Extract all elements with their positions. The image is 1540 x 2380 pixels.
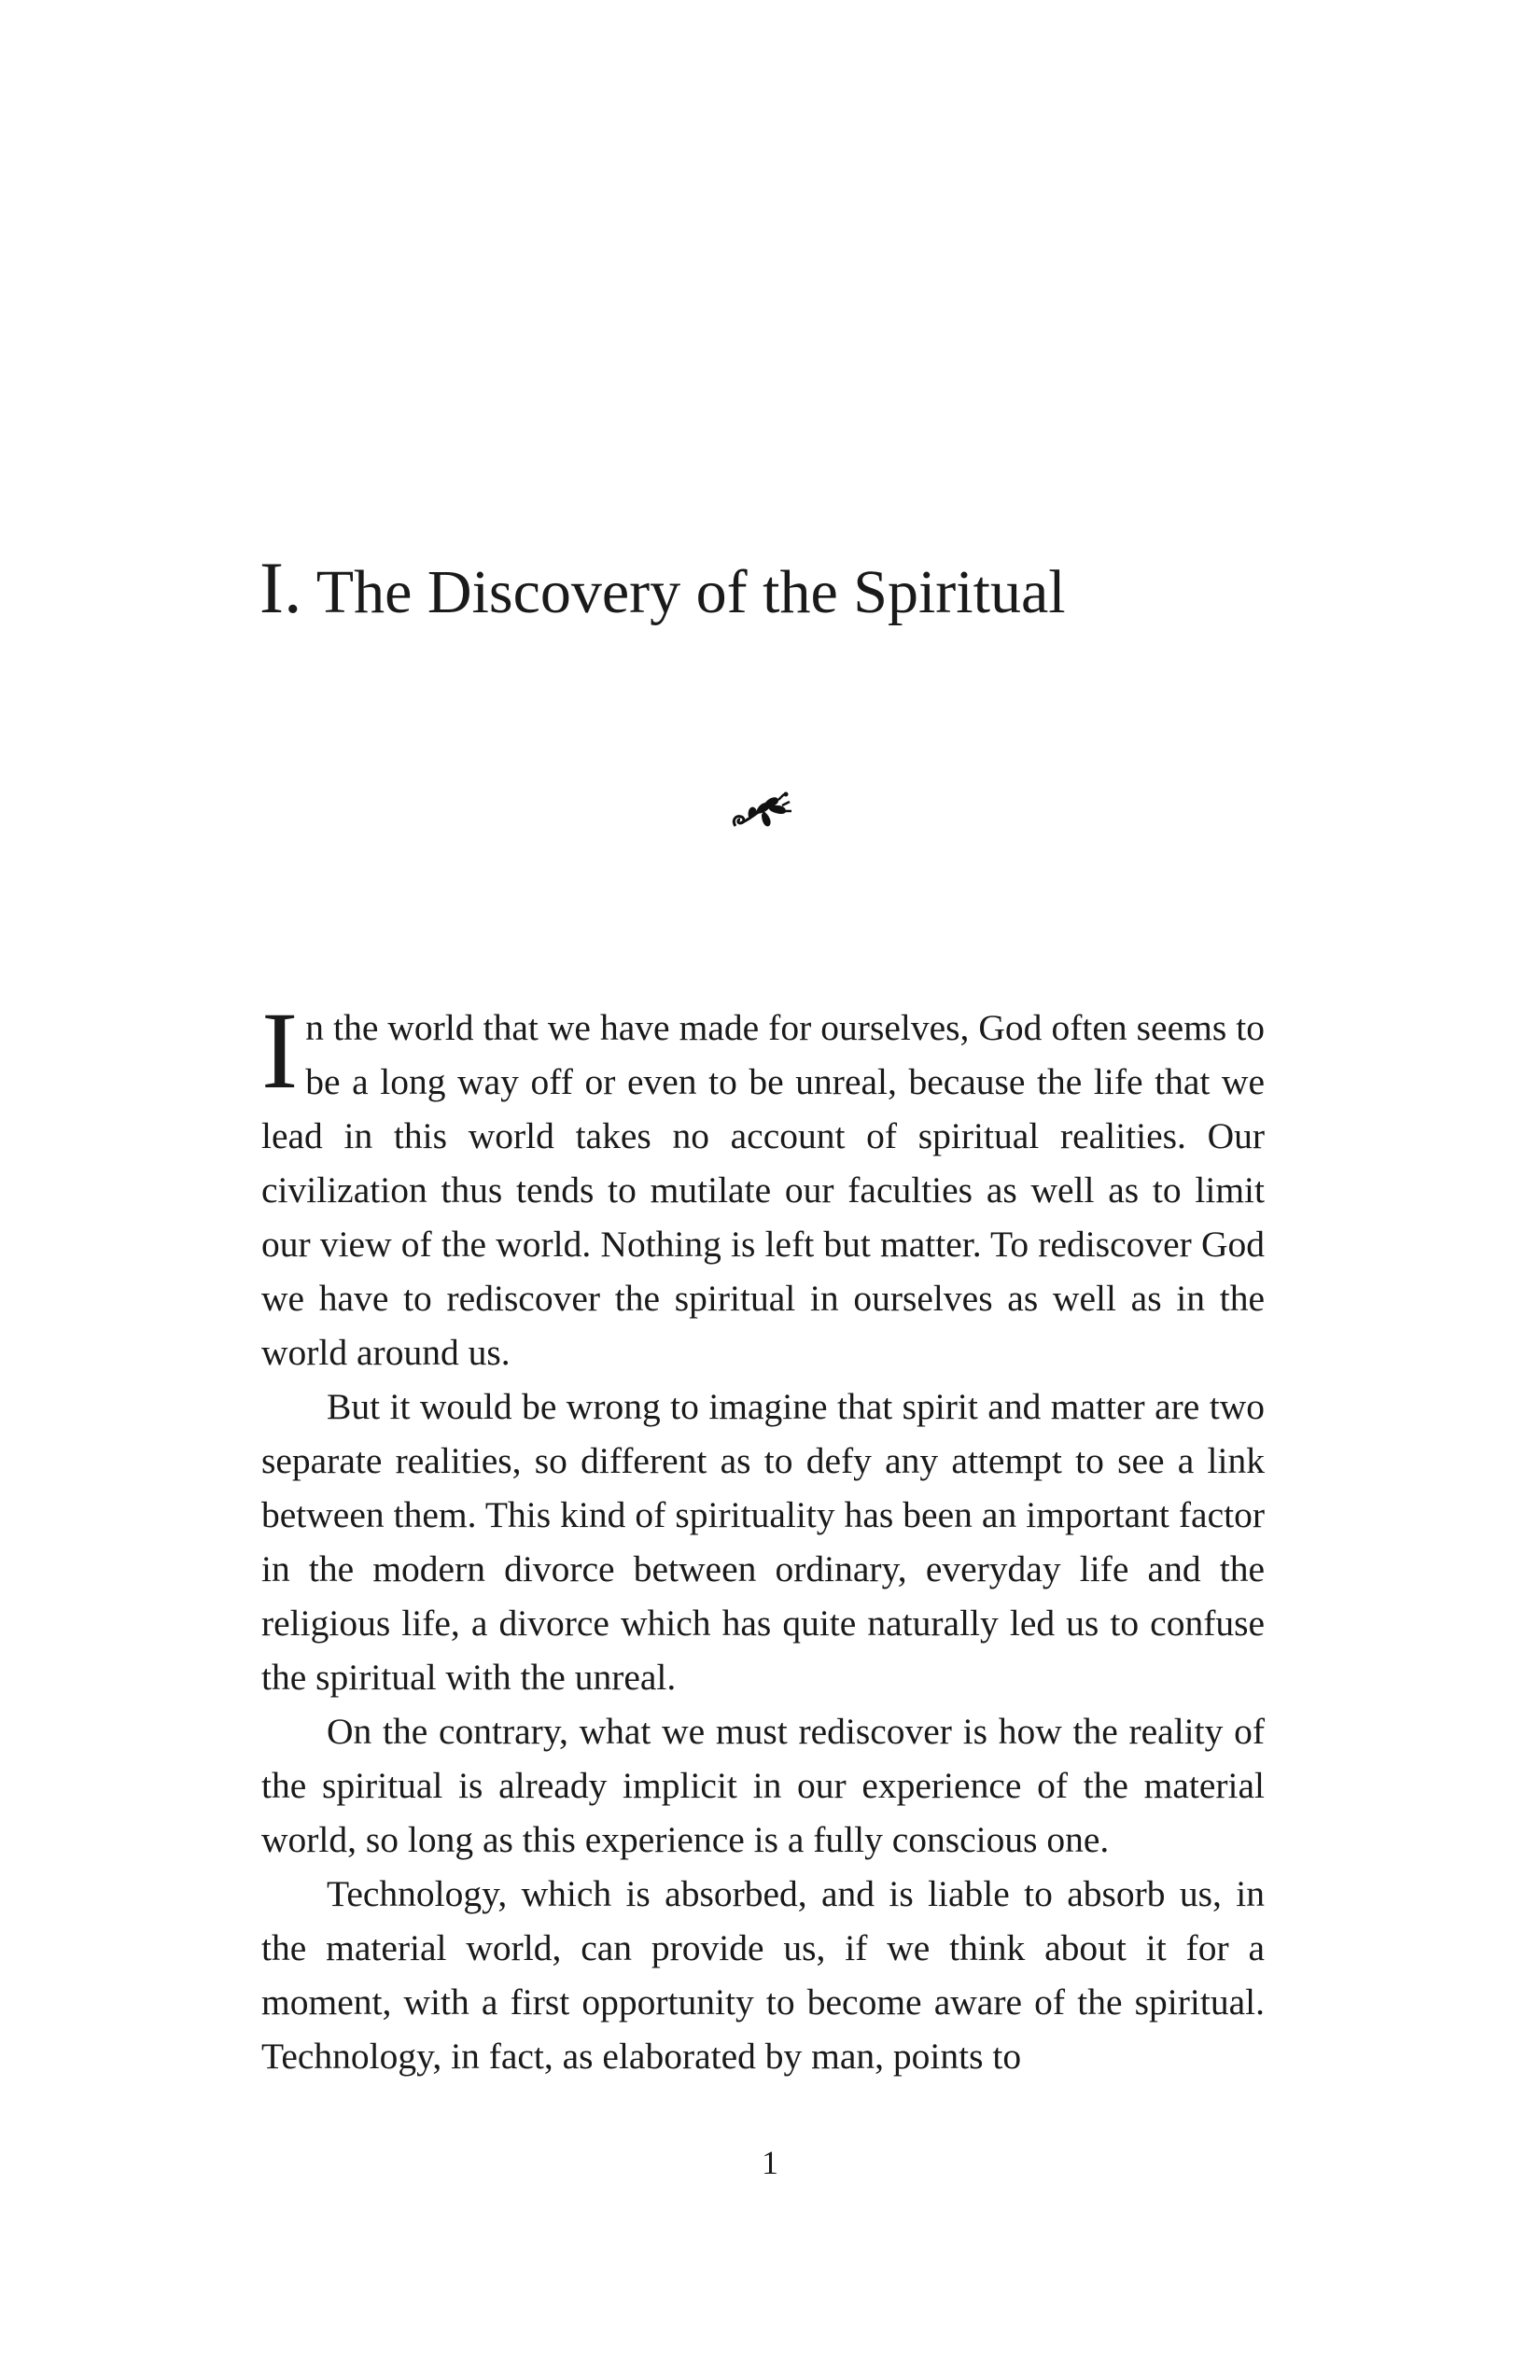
paragraph: But it would be wrong to imagine that spirit and matter are two separate realities, so different as to defy any attempt to see a link between them. This kind of spirituality has been an important factor in the modern divorce between ordinary, everyday life and the religious life, a divorce which has quite naturally led us to confuse the spiritual with the unreal. [261, 1386, 1265, 1698]
chapter-heading [259, 547, 1066, 630]
drop-cap: I [261, 989, 299, 1112]
page-number: 1 [762, 2144, 778, 2181]
floral-fleuron-icon [728, 789, 793, 835]
paragraph: On the contrary, what we must rediscover is how the reality of the spiritual is already implicit in our experience of the material world, so long as this experience is a fully conscious one. [261, 1711, 1265, 1860]
body-text [261, 989, 1265, 2083]
paragraph [261, 989, 1265, 1379]
paragraph-text: n the world that we have made for ourselves, God often seems to be a long way off or even to be unreal, because the life that we lead in this world takes no account of spiritual realities. Our civilization thus tends to mutilate our faculties as well as to limit our view of the world. Nothing is left but matter. To rediscover God we have to rediscover the spiritual in ourselves as well as in the world around us. [261, 1007, 1265, 1373]
chapter-title: The Discovery of the Spiritual [315, 558, 1066, 626]
paragraph: Technology, which is absorbed, and is liable to absorb us, in the material world, can provide us, if we think about it for a moment, with a first opportunity to become aware of the spiritual. Technology, in fact, as elaborated by man, points to [261, 1873, 1265, 2077]
chapter-numeral: I. [259, 547, 302, 628]
